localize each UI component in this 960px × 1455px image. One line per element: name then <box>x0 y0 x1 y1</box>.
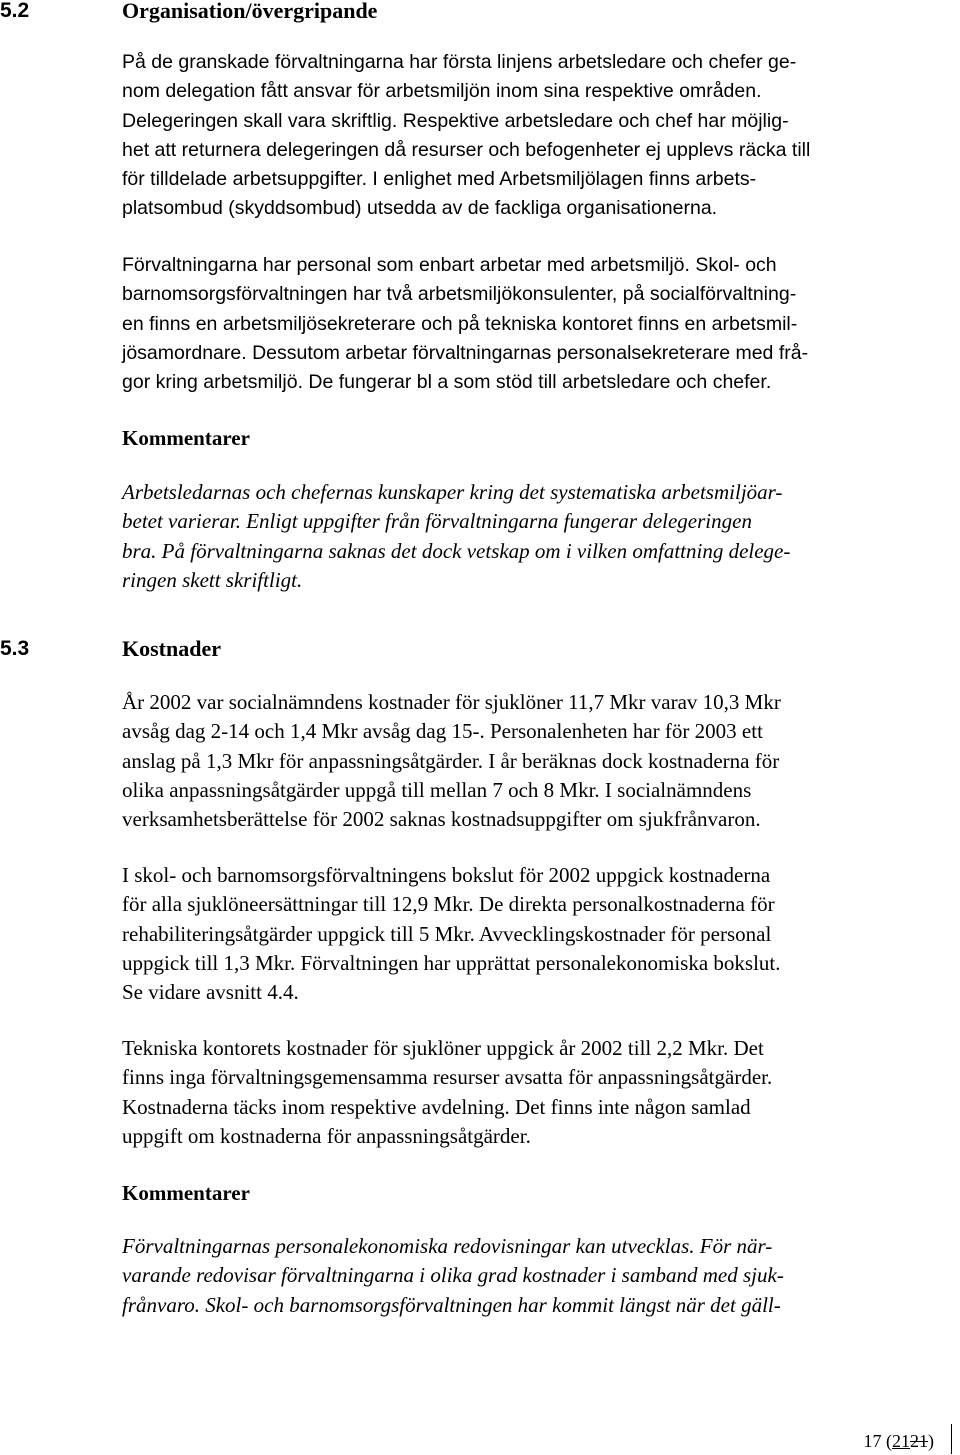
text-line: I skol- och barnomsorgsförvaltningens bokslut för 2002 uppgick kostnaderna <box>122 863 771 887</box>
page-number <box>864 1430 935 1452</box>
text-line: gor kring arbetsmiljö. De fungerar bl a som stöd till arbetsledare och chefer. <box>122 371 772 394</box>
text-line: anslag på 1,3 Mkr för anpassningsåtgärder. I år beräknas dock kostnaderna för <box>122 748 780 773</box>
text-line: jösamordnare. Dessutom arbetar förvaltningarnas personalsekreterare med frå- <box>122 341 809 364</box>
text-line: Förvaltningarna har personal som enbart arbetar med arbetsmiljö. Skol- och <box>122 254 777 276</box>
text-line: uppgift om kostnaderna för anpassningsåtgärder. <box>122 1123 531 1148</box>
page-current: 17 <box>863 1431 882 1451</box>
text-line: het att returnera delegeringen då resurser och befogenheter ej upplevs räcka till <box>122 138 811 161</box>
paragraph <box>122 688 934 834</box>
text-line: barnomsorgsförvaltningen har två arbetsmiljökonsulenter, på socialförvaltning- <box>122 283 797 306</box>
text-line: verksamhetsberättelse för 2002 saknas kostnadsuppgifter om sjukfrånvaron. <box>122 807 761 832</box>
paragraph <box>122 48 934 224</box>
text-line: betet varierar. Enligt uppgifter från förvaltningarna fungerar delegeringen <box>122 509 752 534</box>
text-line: nom delegation fått ansvar för arbetsmiljön inom sina respektive områden. <box>122 80 762 103</box>
text-line: På de granskade förvaltningarna har första linjens arbetsledare och chefer ge- <box>122 51 797 73</box>
page-open-paren: ( <box>886 1431 892 1451</box>
text-line: för tilldelade arbetsuppgifter. I enlighet med Arbetsmiljölagen finns arbets- <box>122 168 757 191</box>
text-line: Tekniska kontorets kostnader för sjuklöner uppgick år 2002 till 2,2 Mkr. Det <box>122 1036 764 1060</box>
comment-paragraph <box>122 478 934 595</box>
text-line: uppgick till 1,3 Mkr. Förvaltningen har upprättat personalekonomiska bokslut. <box>122 950 781 975</box>
text-line: varande redovisar förvaltningarna i olika grad kostnader i samband med sjuk- <box>122 1263 784 1288</box>
text-line: platsombud (skyddsombud) utsedda av de fackliga organisationerna. <box>122 197 718 220</box>
comment-heading: Kommentarer <box>122 1181 250 1205</box>
text-line: rehabiliteringsåtgärder uppgick till 5 Mkr. Avvecklingskostnader för personal <box>122 921 772 946</box>
text-line: olika anpassningsåtgärder uppgå till mellan 7 och 8 Mkr. I socialnämndens <box>122 777 752 802</box>
page-total-inserted: 21 <box>892 1431 910 1451</box>
page-total-deleted: 21 <box>910 1431 928 1451</box>
page-close-paren: ) <box>928 1431 934 1451</box>
section-number: 5.3 <box>0 637 30 660</box>
change-bar <box>951 1424 952 1454</box>
text-line: ringen skett skriftligt. <box>122 567 303 592</box>
text-line: Se vidare avsnitt 4.4. <box>122 980 299 1005</box>
section-title: Organisation/övergripande <box>122 0 378 23</box>
comment-paragraph <box>122 1232 934 1320</box>
section-title: Kostnader <box>122 636 221 661</box>
comment-heading: Kommentarer <box>122 426 250 450</box>
text-line: för alla sjuklöneersättningar till 12,9 Mkr. De direkta personalkostnaderna för <box>122 892 775 917</box>
text-line: avsåg dag 2-14 och 1,4 Mkr avsåg dag 15-. Personalenheten har för 2003 ett <box>122 719 763 744</box>
text-line: bra. På förvaltningarna saknas det dock vetskap om i vilken omfattning delege- <box>122 538 791 563</box>
paragraph <box>122 251 934 397</box>
text-line: Kostnaderna täcks inom respektive avdelning. Det finns inte någon samlad <box>122 1094 751 1119</box>
text-line: Delegeringen skall vara skriftlig. Respektive arbetsledare och chef har möjlig- <box>122 109 789 132</box>
text-line: Arbetsledarnas och chefernas kunskaper kring det systematiska arbetsmiljöar- <box>122 480 783 504</box>
paragraph <box>122 1034 934 1151</box>
section-number: 5.2 <box>0 0 30 22</box>
text-line: År 2002 var socialnämndens kostnader för sjuklöner 11,7 Mkr varav 10,3 Mkr <box>122 690 781 714</box>
text-line: en finns en arbetsmiljösekreterare och på tekniska kontoret finns en arbetsmil- <box>122 312 798 335</box>
text-line: frånvaro. Skol- och barnomsorgsförvaltningen har kommit längst när det gäll- <box>122 1292 781 1317</box>
text-line: finns inga förvaltningsgemensamma resurser avsatta för anpassningsåtgärder. <box>122 1065 773 1090</box>
paragraph <box>122 861 934 1007</box>
text-line: Förvaltningarnas personalekonomiska redovisningar kan utvecklas. För när- <box>122 1234 773 1258</box>
